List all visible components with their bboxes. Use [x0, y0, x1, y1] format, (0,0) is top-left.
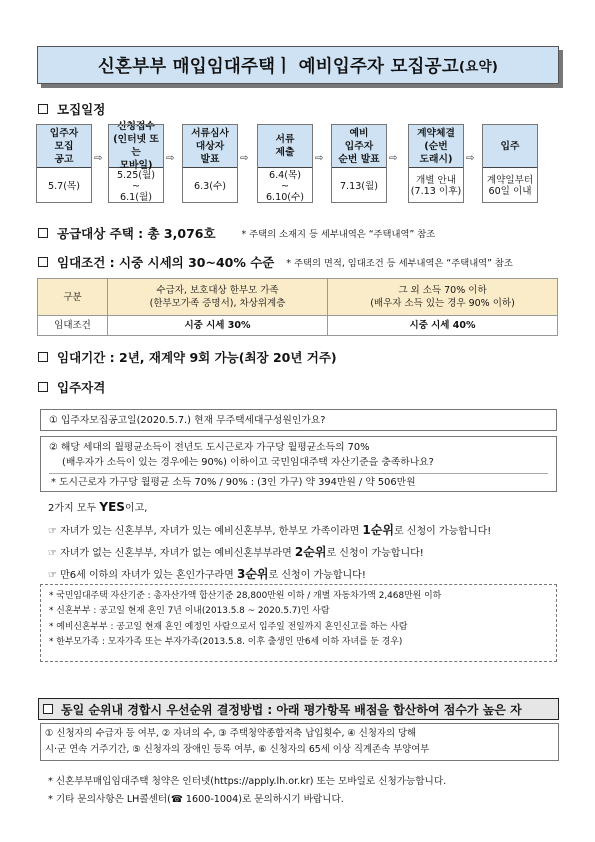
ranking-line: 시·군 연속 거주기간, ⑤ 신청자의 장애인 등록 여부, ⑥ 신청자의 65세 이상 직계존속 부양여부 [45, 744, 430, 755]
schedule-step-label: 입주자 모집 공고 [36, 124, 92, 168]
supply-note: * 주택의 소재지 등 세부내역은 “주택내역” 참조 [241, 229, 436, 240]
both-yes-line [48, 499, 147, 514]
question-2-note: * 도시근로자 가구당 월평균 소득 70% / 90% : (3인 가구) 약 394만원 / 약 506만원 [49, 473, 548, 490]
schedule-step-date: 6.3(수) [193, 180, 226, 192]
period-heading: 임대기간 : 2년, 재계약 9회 가능(최장 20년 거주) [57, 350, 337, 365]
checkbox-square-icon [38, 257, 48, 267]
table-cell: 시중 시세 40% [328, 316, 558, 336]
arrow-right-icon: ⇨ [240, 153, 249, 164]
rank-2-line [48, 543, 424, 560]
rank-2-pre: ☞ 자녀가 없는 신혼부부, 자녀가 없는 예비신혼부부라면 [48, 548, 295, 559]
table-header-line: (배우자 소득 있는 경우 90% 이하) [370, 298, 515, 309]
checkbox-square-icon [43, 704, 53, 714]
both-post: 이고, [124, 503, 148, 514]
checkbox-square-icon [38, 352, 48, 362]
condition-heading: 임대조건 : 시중 시세의 30~40% 수준 [57, 255, 275, 270]
table-row [38, 316, 558, 336]
table-header-cell [108, 279, 328, 316]
ranking-line: ① 신청자의 수급자 등 여부, ② 자녀의 수, ③ 주택청약종합저축 납입횟수, ④ 신청자의 당해 [45, 728, 417, 739]
footer-note-contact: * 기타 문의사항은 LH콜센터(☎ 1600-1004)로 문의하시기 바랍니다. [48, 794, 344, 805]
rank-1-line [48, 521, 491, 538]
schedule-step-label: 예비 입주자 순번 발표 [331, 124, 387, 168]
question-box-1 [40, 409, 557, 431]
rank-3-line [48, 565, 366, 582]
title-sub: (요약) [458, 59, 499, 75]
schedule-step-date: 5.25(월) ~ 6.1(월) [116, 169, 156, 203]
page-title [37, 46, 559, 84]
supply-heading: 공급대상 주택 : 총 3,076호 [57, 226, 216, 241]
schedule-step-date: 6.4(목) ~ 6.10(수) [265, 169, 305, 203]
eligibility-notes [40, 584, 557, 662]
arrow-right-icon: ⇨ [315, 153, 324, 164]
question-1: ① 입주자모집공고일(2020.5.7.) 현재 무주택세대구성원인가요? [49, 415, 326, 426]
condition-note: * 주택의 면적, 임대조건 등 세부내역은 “주택내역” 참조 [286, 258, 513, 269]
rank-1-pre: ☞ 자녀가 있는 신혼부부, 자녀가 있는 예비신혼부부, 한부모 가족이라면 [48, 526, 363, 537]
checkbox-square-icon [38, 382, 48, 392]
question-box-2 [40, 436, 557, 492]
table-cell: 시중 시세 30% [108, 316, 328, 336]
eligibility-heading: 입주자격 [57, 380, 106, 395]
ranking-heading-box [38, 698, 559, 720]
note-line: * 한부모가족 : 모자가족 또는 부자가족(2013.5.8. 이후 출생인 만6세 이하 자녀를 둔 경우) [49, 636, 403, 647]
schedule-step-label: 서류 제출 [257, 124, 313, 168]
table-header-row [38, 279, 558, 316]
table-header-cell [328, 279, 558, 316]
rank-2-post: 로 신청이 가능합니다! [326, 548, 424, 559]
schedule-step-label: 입주 [482, 124, 538, 168]
both-pre: 2가지 모두 [48, 503, 100, 514]
question-2-line2: (배우자가 소득이 있는 경우에는 90%) 이하이고 국민임대주택 자산기준을 충족하나요? [62, 457, 434, 468]
schedule-heading: 모집일정 [57, 102, 106, 117]
period-section-heading [38, 348, 337, 366]
schedule-step-label: 신청접수 (인터넷 또는 모바일) [108, 124, 164, 168]
table-header-line: 그 외 소득 70% 이하 [398, 285, 487, 296]
schedule-section-heading [38, 100, 105, 118]
rank-1-post: 로 신청이 가능합니다! [393, 526, 492, 537]
rank-3-label: 3순위 [236, 567, 269, 581]
supply-section-heading [38, 224, 435, 242]
table-header-line: (한부모가족 증명서), 차상위계층 [149, 298, 286, 309]
schedule-step-date: 계약일부터 60일 이내 [486, 175, 534, 197]
footer-note-apply: * 신혼부부매입임대주택 청약은 인터넷(https://apply.lh.or.kr) 또는 모바일로 신청가능합니다. [48, 776, 447, 787]
note-line: * 예비신혼부부 : 공고일 현재 혼인 예정인 사람으로서 입주일 전일까지 혼인신고를 하는 사람 [49, 621, 408, 632]
arrow-right-icon: ⇨ [94, 153, 103, 164]
ranking-criteria [40, 723, 559, 761]
title-main: 신혼부부 매입임대주택ㅣ 예비입주자 모집공고 [97, 56, 459, 77]
table-header-line: 수급자, 보호대상 한부모 가족 [156, 285, 279, 296]
rank-1-label: 1순위 [362, 523, 394, 537]
checkbox-square-icon [38, 104, 48, 114]
question-2-line1: ② 해당 세대의 월평균소득이 전년도 도시근로자 가구당 월평균소득의 70% [49, 442, 370, 453]
schedule-step-date: 7.13(월) [339, 180, 379, 192]
schedule-step-date: 개별 안내 (7.13 이후) [410, 175, 462, 197]
note-line: * 신혼부부 : 공고일 현재 혼인 7년 이내(2013.5.8 ~ 2020.5.7)인 사람 [49, 606, 330, 617]
rank-2-label: 2순위 [294, 545, 327, 559]
table-cell: 임대조건 [38, 316, 108, 336]
condition-table [37, 278, 558, 336]
ranking-heading: 동일 순위내 경합시 우선순위 결정방법 : 아래 평가항목 배점을 합산하여 점수가 높은 자 [61, 702, 522, 717]
arrow-right-icon: ⇨ [166, 153, 175, 164]
eligibility-section-heading [38, 378, 105, 396]
table-header-cell: 구분 [38, 279, 108, 316]
schedule-step-label: 계약체결 (순번 도래시) [408, 124, 464, 168]
schedule-step-date: 5.7(목) [47, 180, 80, 192]
note-line: * 국민임대주택 자산기준 : 총자산가액 합산기준 28,800만원 이하 / 개별 자동차가액 2,468만원 이하 [49, 591, 442, 601]
checkbox-square-icon [38, 228, 48, 238]
condition-section-heading [38, 253, 513, 271]
arrow-right-icon: ⇨ [389, 153, 398, 164]
rank-3-post: 로 신청이 가능합니다! [268, 570, 366, 581]
rank-3-pre: ☞ 만6세 이하의 자녀가 있는 혼인가구라면 [48, 570, 237, 581]
arrow-right-icon: ⇨ [466, 153, 475, 164]
schedule-step-label: 서류심사 대상자 발표 [182, 124, 238, 168]
yes-label: YES [99, 500, 125, 514]
